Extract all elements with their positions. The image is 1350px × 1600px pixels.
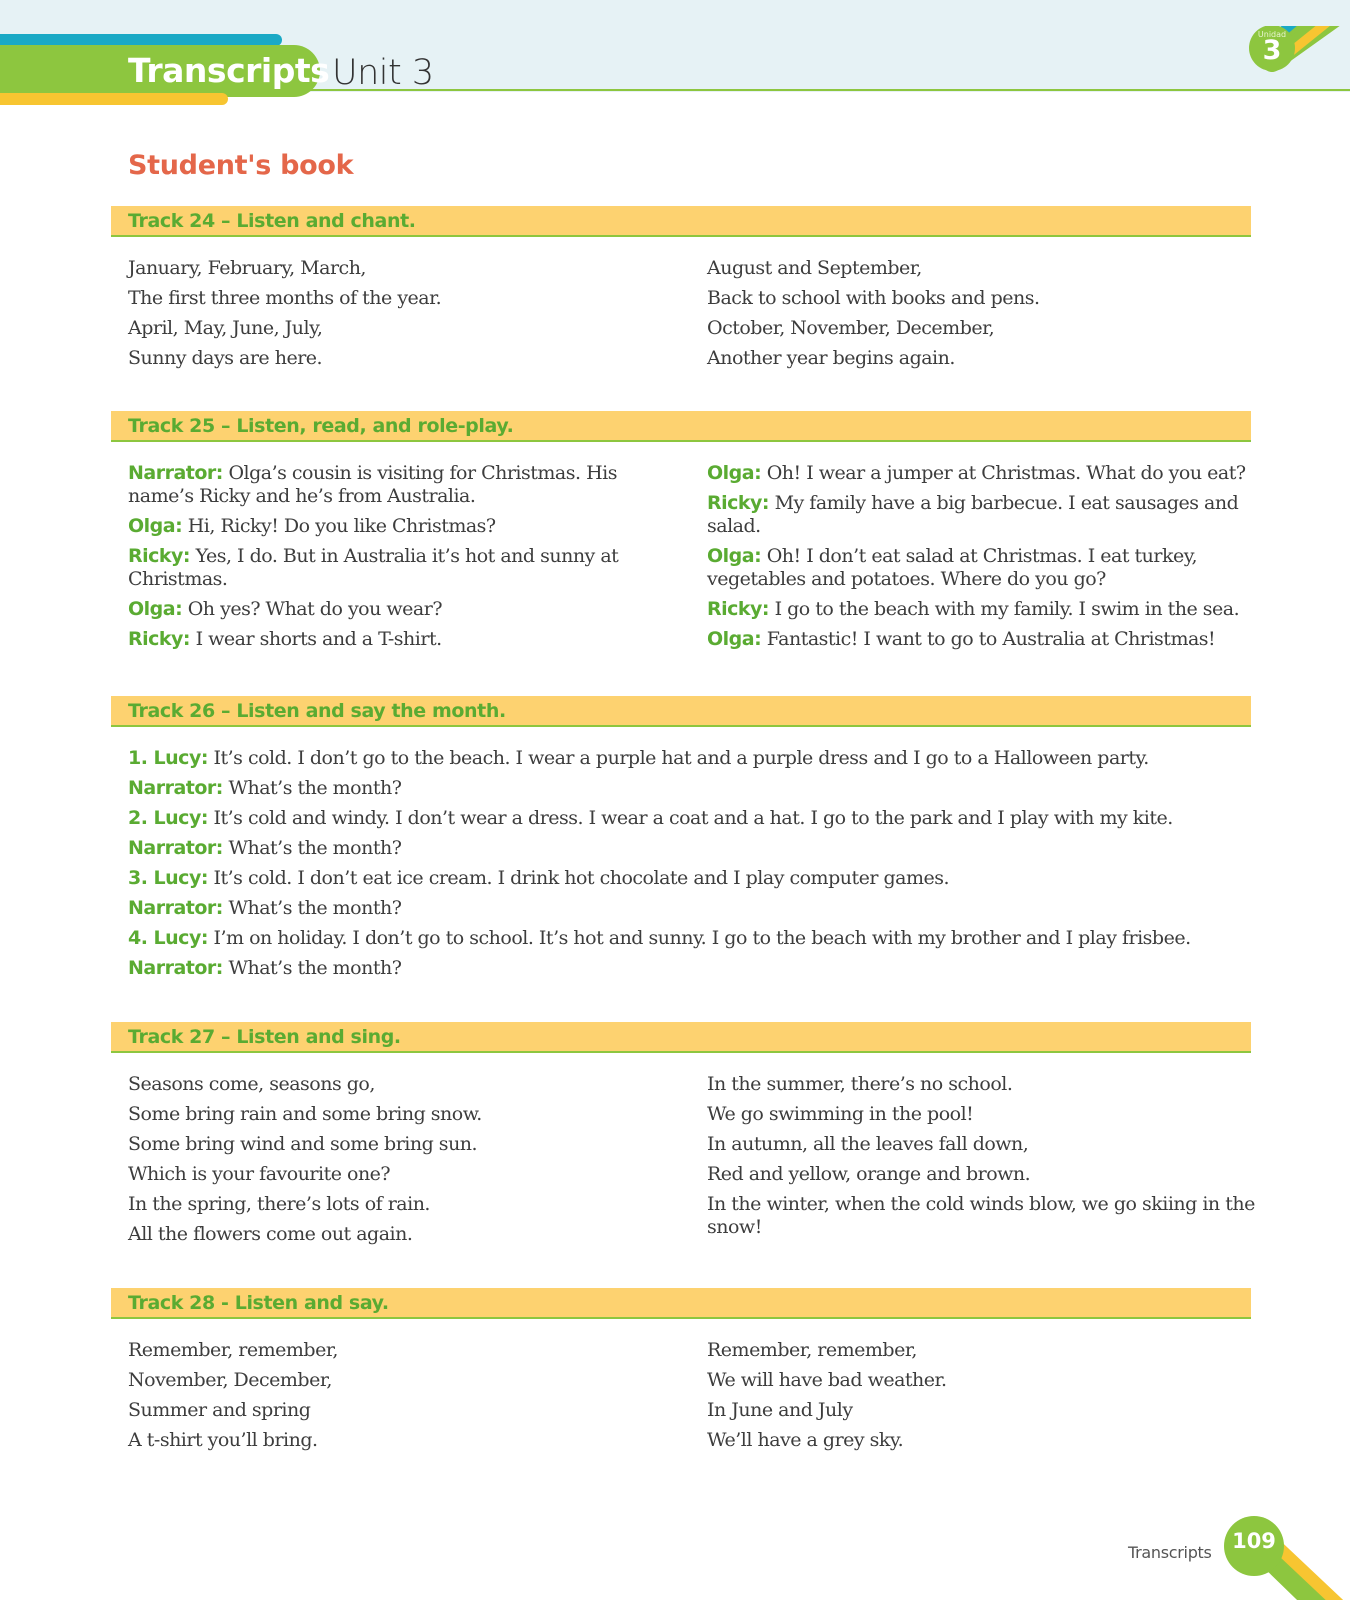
track-28-right-column [707, 1339, 1262, 1459]
unit-badge [1244, 26, 1350, 98]
lyric-line: A t-shirt you’ll bring. [128, 1429, 318, 1451]
lyric-line: In the summer, there’s no school. [707, 1073, 1013, 1095]
lyric-line: In the winter, when the cold winds blow, we go skiing in the snow! [707, 1193, 1255, 1238]
dialogue-text: My family have a big barbecue. I eat sausages and salad. [707, 492, 1239, 537]
speaker-label: Olga: [707, 628, 762, 650]
lyric-line: August and September, [707, 257, 922, 279]
page-title: Transcripts [128, 51, 330, 90]
footer-label: Transcripts [1128, 1543, 1212, 1562]
unit-badge-label: Unidad [1257, 30, 1287, 39]
lyric-line: Remember, remember, [128, 1339, 338, 1361]
dialogue-line [128, 462, 683, 508]
speaker-label: 4. Lucy: [128, 927, 208, 949]
speaker-label: Olga: [128, 515, 183, 537]
lyric-line: Which is your favourite one? [128, 1163, 391, 1185]
dialogue-text: What’s the month? [228, 777, 402, 799]
dialogue-text: It’s cold. I don’t eat ice cream. I drink hot chocolate and I play computer games. [213, 867, 950, 889]
dialogue-text: Hi, Ricky! Do you like Christmas? [187, 515, 496, 537]
dialogue-line [707, 545, 1262, 591]
lyric-line: Some bring wind and some bring sun. [128, 1133, 478, 1155]
track-25-right-column [707, 462, 1262, 658]
page-badge-graphic [1223, 1514, 1350, 1600]
track-24-left-column [128, 257, 683, 377]
dialogue-text: I go to the beach with my family. I swim in the sea. [774, 598, 1240, 620]
lyric-line: We go swimming in the pool! [707, 1103, 974, 1125]
lyric-line: Seasons come, seasons go, [128, 1073, 375, 1095]
speaker-label: Olga: [128, 598, 183, 620]
speaker-label: Ricky: [128, 545, 191, 567]
dialogue-text: Olga’s cousin is visiting for Christmas. His name’s Ricky and he’s from Australia. [128, 462, 617, 507]
dialogue-line [707, 462, 1262, 485]
lyric-line: Red and yellow, orange and brown. [707, 1163, 1031, 1185]
lyric-line: Another year begins again. [707, 347, 955, 369]
lyric-line: October, November, December, [707, 317, 995, 339]
track-27-section [111, 1022, 1255, 1263]
speaker-label: 1. Lucy: [128, 747, 208, 769]
track-27-right-column [707, 1073, 1262, 1246]
dialogue-line [128, 807, 1248, 830]
lyric-line: Some bring rain and some bring snow. [128, 1103, 482, 1125]
dialogue-line [707, 598, 1262, 621]
dialogue-line [128, 897, 1248, 920]
dialogue-line [128, 598, 683, 621]
track-26-lines [128, 747, 1248, 987]
track-28-left-column [128, 1339, 683, 1459]
lyric-line: Summer and spring [128, 1399, 311, 1421]
dialogue-text: It’s cold and windy. I don’t wear a dress. I wear a coat and a hat. I go to the park and I play with my kite. [213, 807, 1173, 829]
track-27-left-column [128, 1073, 683, 1253]
dialogue-text: It’s cold. I don’t go to the beach. I wear a purple hat and a purple dress and I go to a Halloween party. [213, 747, 1149, 769]
dialogue-text: I wear shorts and a T-shirt. [195, 628, 442, 650]
unit-badge-number: 3 [1262, 35, 1282, 66]
track-24-section [111, 206, 1251, 387]
dialogue-line [128, 515, 683, 538]
dialogue-text: Oh yes? What do you wear? [187, 598, 443, 620]
lyric-line: In the spring, there’s lots of rain. [128, 1193, 430, 1215]
header-rule [310, 89, 1350, 91]
dialogue-line [128, 628, 683, 651]
page-number: 109 [1232, 1529, 1276, 1553]
speaker-label: Narrator: [128, 897, 223, 919]
dialogue-line [707, 628, 1262, 651]
speaker-label: Ricky: [707, 598, 770, 620]
speaker-label: Ricky: [707, 492, 770, 514]
track-25-section [111, 411, 1251, 662]
dialogue-line [128, 927, 1248, 950]
speaker-label: Narrator: [128, 777, 223, 799]
track-title: Track 25 – Listen, read, and role-play. [111, 411, 1251, 442]
speaker-label: 2. Lucy: [128, 807, 208, 829]
dialogue-text: What’s the month? [228, 897, 402, 919]
section-heading: Student's book [128, 150, 354, 181]
dialogue-text: Yes, I do. But in Australia it’s hot and sunny at Christmas. [128, 545, 619, 590]
lyric-line: November, December, [128, 1369, 332, 1391]
track-title: Track 27 – Listen and sing. [111, 1022, 1251, 1053]
lyric-line: In autumn, all the leaves fall down, [707, 1133, 1029, 1155]
lyric-line: The first three months of the year. [128, 287, 442, 309]
lyric-line: Remember, remember, [707, 1339, 917, 1361]
speaker-label: Ricky: [128, 628, 191, 650]
speaker-label: Olga: [707, 545, 762, 567]
lyric-line: We’ll have a grey sky. [707, 1429, 904, 1451]
speaker-label: 3. Lucy: [128, 867, 208, 889]
lyric-line: In June and July [707, 1399, 853, 1421]
lyric-line: Sunny days are here. [128, 347, 323, 369]
dialogue-text: What’s the month? [228, 837, 402, 859]
speaker-label: Narrator: [128, 957, 223, 979]
dialogue-line [128, 837, 1248, 860]
dialogue-line [128, 957, 1248, 980]
track-26-section [111, 696, 1251, 992]
dialogue-line [128, 545, 683, 591]
speaker-label: Olga: [707, 462, 762, 484]
track-28-section [111, 1288, 1251, 1469]
speaker-label: Narrator: [128, 837, 223, 859]
track-title: Track 28 - Listen and say. [111, 1288, 1251, 1319]
lyric-line: January, February, March, [128, 257, 366, 279]
speaker-label: Narrator: [128, 462, 223, 484]
page-number-badge [1223, 1514, 1350, 1600]
lyric-line: All the flowers come out again. [128, 1223, 413, 1245]
dialogue-text: Fantastic! I want to go to Australia at Christmas! [766, 628, 1216, 650]
dialogue-line [707, 492, 1262, 538]
track-title: Track 26 – Listen and say the month. [111, 696, 1251, 727]
dialogue-line [128, 867, 1248, 890]
dialogue-text: Oh! I don’t eat salad at Christmas. I eat turkey, vegetables and potatoes. Where do you go? [707, 545, 1198, 590]
dialogue-text: Oh! I wear a jumper at Christmas. What do you eat? [766, 462, 1246, 484]
lyric-line: April, May, June, July, [128, 317, 323, 339]
dialogue-line [128, 777, 1248, 800]
track-title: Track 24 – Listen and chant. [111, 206, 1251, 237]
dialogue-text: I’m on holiday. I don’t go to school. It’s hot and sunny. I go to the beach with my brother and I play frisbee. [213, 927, 1191, 949]
track-25-left-column [128, 462, 683, 658]
lyric-line: Back to school with books and pens. [707, 287, 1040, 309]
dialogue-line [128, 747, 1248, 770]
unit-title: Unit 3 [332, 53, 434, 93]
track-24-right-column [707, 257, 1262, 377]
lyric-line: We will have bad weather. [707, 1369, 947, 1391]
dialogue-text: What’s the month? [228, 957, 402, 979]
